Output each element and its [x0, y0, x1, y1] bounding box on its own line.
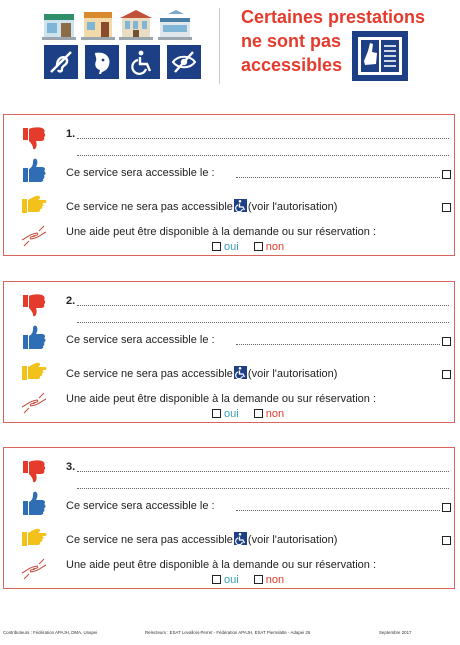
not-accessible-label: [66, 199, 337, 213]
item-number: 3.: [66, 461, 76, 473]
authorisation-note: (voir l'autorisation): [247, 201, 338, 213]
thumb-up-blue-icon: [20, 489, 48, 517]
wheelchair-icon: [234, 199, 247, 212]
authorisation-note: (voir l'autorisation): [247, 534, 338, 546]
name-line-2[interactable]: [77, 322, 449, 323]
not-accessible-label: [66, 366, 337, 380]
service-card-1: [3, 114, 455, 256]
accessible-date-line[interactable]: [236, 344, 440, 345]
mental-impairment-icon: [85, 45, 119, 79]
non-label[interactable]: non: [265, 408, 285, 420]
accessible-date-line[interactable]: [236, 510, 440, 511]
disability-pictograms: [44, 45, 201, 79]
not-accessible-text: Ce service ne sera pas accessible: [66, 201, 233, 213]
wheelchair-icon: [234, 532, 247, 545]
name-line-2[interactable]: [77, 155, 449, 156]
footer-contributors: Contributeurs : Fédération APAJH, DMA, Unapei: [3, 630, 98, 635]
town-hall-icon: [119, 8, 154, 40]
oui-label[interactable]: oui: [224, 408, 239, 420]
hand-flat-yellow-icon: [20, 524, 48, 552]
accessible-date-line[interactable]: [236, 177, 440, 178]
thumb-down-red-icon: [20, 457, 48, 485]
help-label: Une aide peut être disponible à la demande ou sur réservation :: [66, 393, 377, 405]
help-choices: [212, 241, 284, 253]
not-accessible-checkbox[interactable]: [442, 370, 451, 379]
non-checkbox[interactable]: [254, 242, 263, 251]
hand-flat-yellow-icon: [20, 358, 48, 386]
restaurant-icon: [81, 8, 116, 40]
shop-icon: [42, 8, 77, 40]
help-label: Une aide peut être disponible à la demande ou sur réservation :: [66, 559, 377, 571]
help-choices: [212, 574, 284, 586]
header-divider: [219, 8, 220, 84]
accessible-date-checkbox[interactable]: [442, 503, 451, 512]
thumb-up-blue-icon: [20, 156, 48, 184]
not-accessible-label: [66, 532, 337, 546]
service-card-3: [3, 447, 455, 589]
non-label[interactable]: non: [265, 574, 285, 586]
wheelchair-icon: [126, 45, 160, 79]
help-choices: [212, 408, 284, 420]
title-line-1: Certaines prestations: [241, 7, 426, 27]
service-card-2: [3, 281, 455, 423]
page-header: [0, 0, 460, 92]
footer-proofreaders: Relecteurs : ESAT Levallois-Perret - Fédération APAJH, ESAT Pierrelatte - Adapei 26: [145, 630, 311, 635]
oui-checkbox[interactable]: [212, 242, 221, 251]
oui-checkbox[interactable]: [212, 575, 221, 584]
helping-hands-icon: [20, 555, 48, 583]
visual-impairment-icon: [167, 45, 201, 79]
accessible-date-checkbox[interactable]: [442, 170, 451, 179]
help-label: Une aide peut être disponible à la demande ou sur réservation :: [66, 226, 377, 238]
hand-flat-yellow-icon: [20, 191, 48, 219]
hearing-impairment-icon: [44, 45, 78, 79]
thumb-up-blue-icon: [20, 323, 48, 351]
accessible-date-label: Ce service sera accessible le :: [66, 334, 215, 346]
name-line-2[interactable]: [77, 488, 449, 489]
easy-read-book-icon: [352, 31, 408, 81]
station-icon: [158, 8, 193, 40]
accessible-date-checkbox[interactable]: [442, 337, 451, 346]
authorisation-note: (voir l'autorisation): [247, 368, 338, 380]
thumb-down-red-icon: [20, 124, 48, 152]
not-accessible-text: Ce service ne sera pas accessible: [66, 368, 233, 380]
non-checkbox[interactable]: [254, 409, 263, 418]
oui-label[interactable]: oui: [224, 574, 239, 586]
non-label[interactable]: non: [265, 241, 285, 253]
accessible-date-label: Ce service sera accessible le :: [66, 500, 215, 512]
non-checkbox[interactable]: [254, 575, 263, 584]
title-line-2: ne sont pas: [241, 31, 342, 51]
not-accessible-text: Ce service ne sera pas accessible: [66, 534, 233, 546]
oui-checkbox[interactable]: [212, 409, 221, 418]
name-line-1[interactable]: [77, 471, 449, 472]
name-line-1[interactable]: [77, 138, 449, 139]
building-icons: [42, 8, 192, 40]
thumb-down-red-icon: [20, 291, 48, 319]
oui-label[interactable]: oui: [224, 241, 239, 253]
not-accessible-checkbox[interactable]: [442, 203, 451, 212]
title-line-3: accessibles: [241, 55, 343, 75]
helping-hands-icon: [20, 389, 48, 417]
item-number: 1.: [66, 128, 76, 140]
name-line-1[interactable]: [77, 305, 449, 306]
accessible-date-label: Ce service sera accessible le :: [66, 167, 215, 179]
item-number: 2.: [66, 295, 76, 307]
wheelchair-icon: [234, 366, 247, 379]
footer-date: Septembre 2017: [379, 630, 412, 635]
not-accessible-checkbox[interactable]: [442, 536, 451, 545]
helping-hands-icon: [20, 222, 48, 250]
